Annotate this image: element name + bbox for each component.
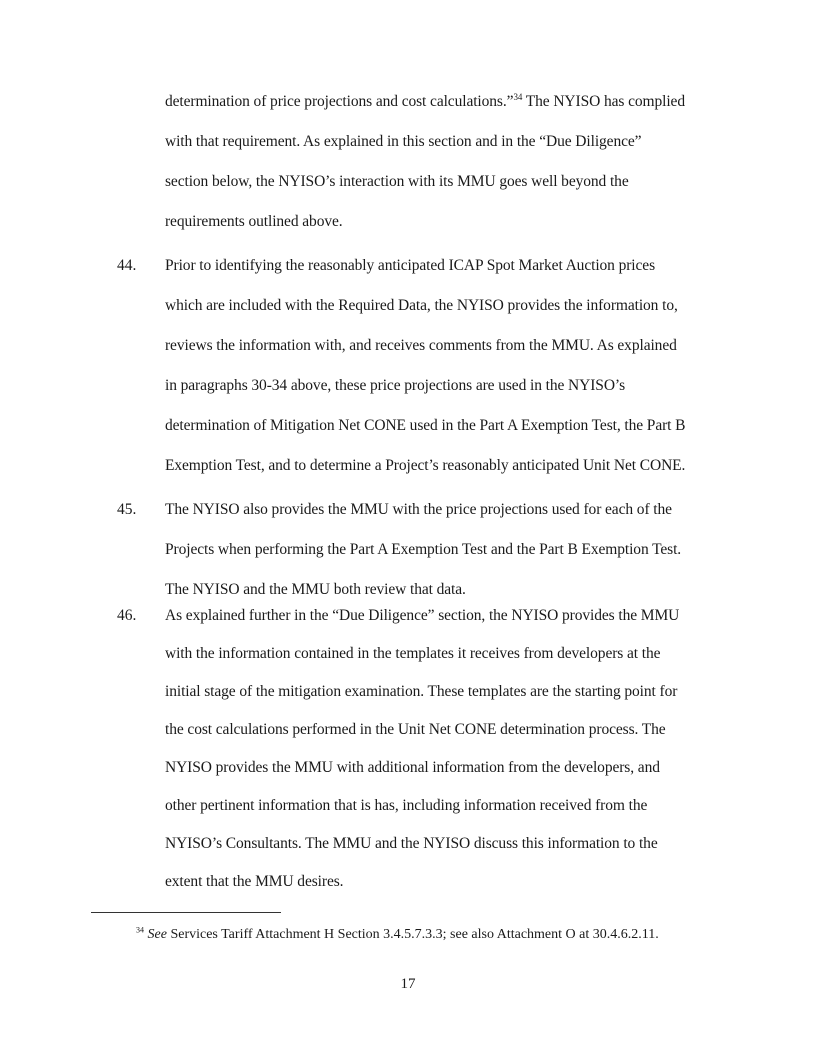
- paragraph-46-line: extent that the MMU desires.: [165, 873, 344, 890]
- paragraph-continuation-line: with that requirement. As explained in this section and in the “Due Diligence”: [165, 133, 642, 150]
- paragraph-46-line: As explained further in the “Due Diligence” section, the NYISO provides the MMU: [165, 607, 680, 624]
- paragraph-46-line: other pertinent information that is has, including information received from the: [165, 797, 648, 814]
- text-span: The NYISO has complied: [522, 93, 685, 110]
- paragraph-45-line: Projects when performing the Part A Exemption Test and the Part B Exemption Test.: [165, 541, 682, 558]
- paragraph-continuation-line: [165, 92, 685, 112]
- paragraph-44-line: Prior to identifying the reasonably anticipated ICAP Spot Market Auction prices: [165, 257, 656, 274]
- footnote-see: See: [147, 927, 167, 942]
- paragraph-46-line: with the information contained in the templates it receives from developers at the: [165, 645, 661, 662]
- text-span: determination of price projections and cost calculations.”: [165, 93, 514, 110]
- paragraph-44-line: determination of Mitigation Net CONE used in the Part A Exemption Test, the Part B: [165, 417, 686, 434]
- footnote-text: Services Tariff Attachment H Section 3.4.5.7.3.3; see also Attachment O at 30.4.6.2.11.: [166, 927, 659, 942]
- paragraph-44-line: Exemption Test, and to determine a Project’s reasonably anticipated Unit Net CONE.: [165, 457, 686, 474]
- paragraph-44-line: reviews the information with, and receives comments from the MMU. As explained: [165, 337, 677, 354]
- footnote-marker: 34: [136, 925, 144, 935]
- paragraph-number: 44.: [117, 257, 137, 274]
- paragraph-number: 46.: [117, 607, 137, 624]
- paragraph-44-line: which are included with the Required Data, the NYISO provides the information to,: [165, 297, 678, 314]
- footnote-separator: [91, 912, 281, 913]
- paragraph-46-line: NYISO provides the MMU with additional information from the developers, and: [165, 759, 660, 776]
- paragraph-44-line: in paragraphs 30-34 above, these price projections are used in the NYISO’s: [165, 377, 626, 394]
- paragraph-46-line: the cost calculations performed in the Unit Net CONE determination process. The: [165, 721, 666, 738]
- page-number: 17: [400, 976, 416, 992]
- paragraph-46-line: NYISO’s Consultants. The MMU and the NYISO discuss this information to the: [165, 835, 658, 852]
- paragraph-45-line: The NYISO and the MMU both review that data.: [165, 581, 466, 598]
- paragraph-continuation-line: requirements outlined above.: [165, 213, 343, 230]
- paragraph-continuation-line: section below, the NYISO’s interaction with its MMU goes well beyond the: [165, 173, 629, 190]
- paragraph-number: 45.: [117, 501, 137, 518]
- footnote-reference[interactable]: 34: [513, 91, 523, 102]
- footnote: [136, 926, 659, 944]
- paragraph-46-line: initial stage of the mitigation examination. These templates are the starting point for: [165, 683, 678, 700]
- paragraph-45-line: The NYISO also provides the MMU with the price projections used for each of the: [165, 501, 672, 518]
